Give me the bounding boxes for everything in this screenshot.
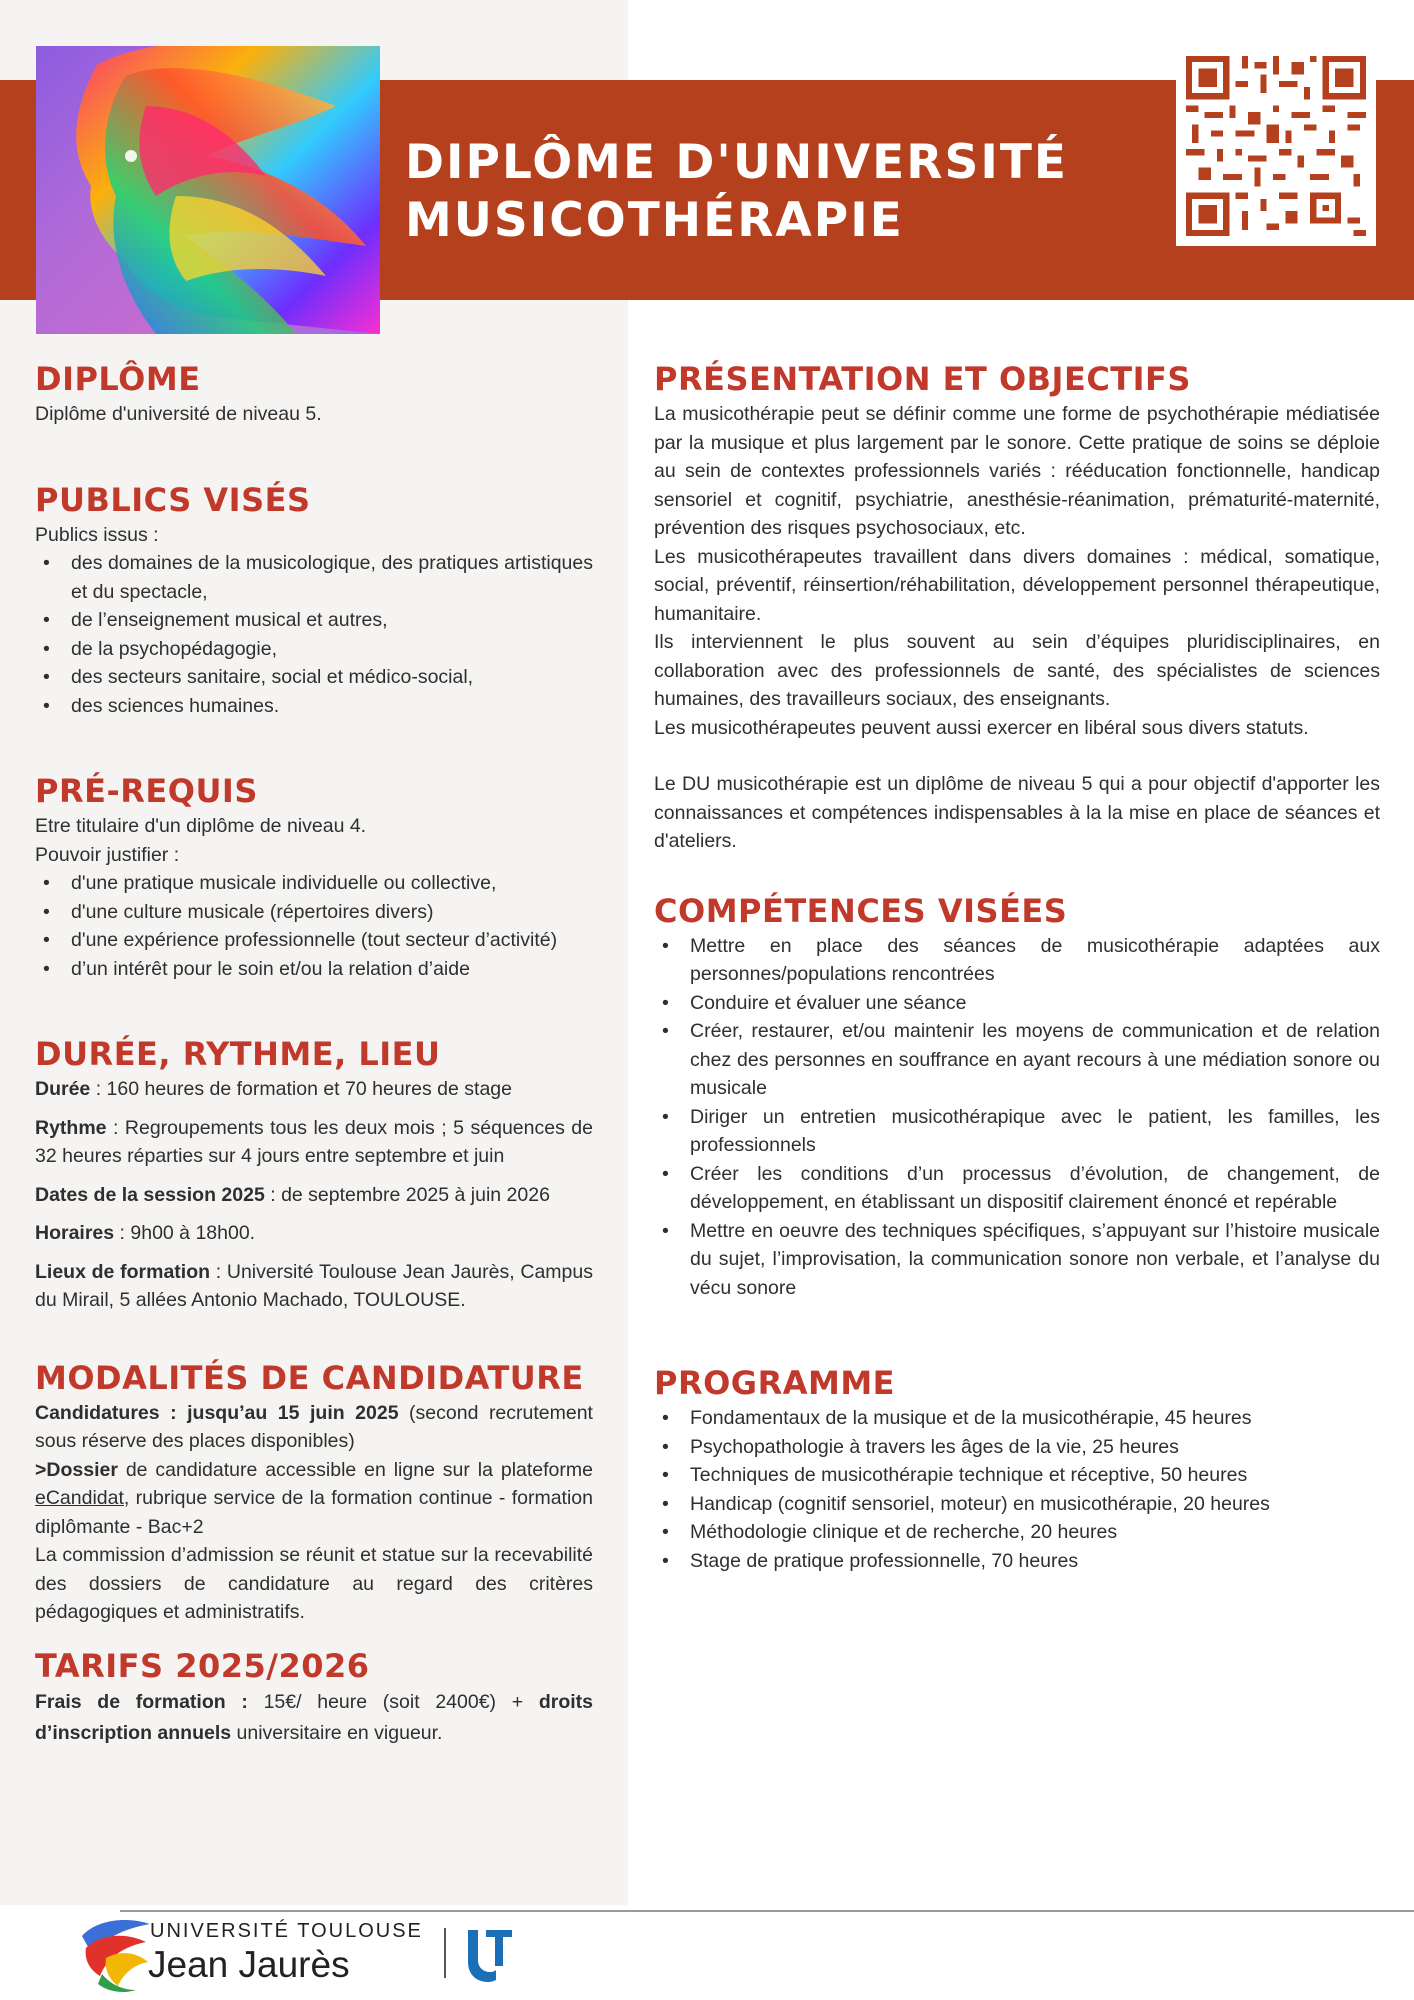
section-diplome — [35, 358, 593, 429]
right-column — [654, 358, 1380, 1575]
title-line-2: MUSICOTHÉRAPIE — [405, 193, 904, 248]
left-column — [35, 358, 593, 1749]
list-item: • Stage de pratique professionnelle, 70 heures — [690, 1547, 1380, 1576]
list-item: • des domaines de la musicologique, des pratiques artistiques et du spectacle, — [71, 549, 593, 606]
list-item: • de la psychopédagogie, — [71, 635, 593, 664]
competences-list — [654, 932, 1380, 1303]
university-name-top: UNIVERSITÉ TOULOUSE — [150, 1920, 423, 1942]
list-item: • Créer, restaurer, et/ou maintenir les moyens de communication et de relation chez des personnes en souffrance en ayant recours à une médiation sonore ou musicale — [690, 1017, 1380, 1103]
section-title-publics: PUBLICS VISÉS — [35, 480, 311, 519]
title-line-1: DIPLÔME D'UNIVERSITÉ — [405, 135, 1068, 190]
section-programme — [654, 1362, 1380, 1575]
qr-code-icon[interactable] — [1176, 46, 1376, 246]
section-duree — [35, 1033, 593, 1315]
duree-label: Durée — [35, 1078, 91, 1100]
section-title-programme: PROGRAMME — [654, 1364, 896, 1402]
section-candidature — [35, 1357, 593, 1627]
lieux-value: : Université Toulouse Jean Jaurès, Campus du Mirail, 5 allées Antonio Machado, TOULOUSE. — [35, 1260, 593, 1311]
list-item: • Méthodologie clinique et de recherche, 20 heures — [690, 1518, 1380, 1547]
candidature-label: Candidatures : jusqu’au 15 juin 2025 — [35, 1401, 399, 1424]
section-title-presentation: PRÉSENTATION ET OBJECTIFS — [654, 360, 1191, 398]
list-item: • Diriger un entretien musicothérapique avec le patient, les familles, les professionnels — [690, 1103, 1380, 1160]
prerequis-line-1: Etre titulaire d'un diplôme de niveau 4. — [35, 815, 367, 837]
presentation-paragraph-1: La musicothérapie peut se définir comme une forme de psychothérapie médiatisée par la musique et plus largement par le sonore. Cette pratique de soins se déploie au sein de contextes professionnels variés : rééducation fonctionnelle, handicap sensoriel et cognitif, psychiatrie, anesthésie-réanimation, prématurité-maternité, prévention des risques psychosociaux, etc. — [654, 403, 1380, 539]
dossier-text-2: , rubrique service de la formation continue - formation diplômante - Bac+2 — [35, 1487, 593, 1538]
presentation-paragraph-5: Le DU musicothérapie est un diplôme de niveau 5 qui a pour objectif d'apporter les connaissances et compétences indispensables à la la mise en place de séances et d'ateliers. — [654, 773, 1380, 852]
section-title-diplome: DIPLÔME — [35, 360, 201, 398]
list-item: • des secteurs sanitaire, social et médico-social, — [71, 663, 593, 692]
section-title-competences: COMPÉTENCES VISÉES — [654, 891, 1068, 930]
section-prerequis — [35, 770, 593, 983]
section-tarifs — [35, 1645, 593, 1749]
presentation-paragraph-3: Ils interviennent le plus souvent au sein d’équipes pluridisciplinaires, en collaboration avec des professionnels de santé, des spécialistes de sciences humaines, des travailleurs sociaux, des enseignants. — [654, 631, 1380, 710]
section-title-tarifs: TARIFS 2025/2026 — [35, 1646, 370, 1685]
rythme-label: Rythme — [35, 1116, 107, 1139]
dates-value: : de septembre 2025 à juin 2026 — [264, 1183, 550, 1206]
list-item: • d'une culture musicale (répertoires divers) — [71, 898, 593, 927]
list-item: • Mettre en place des séances de musicothérapie adaptées aux personnes/populations rencontrées — [690, 932, 1380, 989]
list-item: • d'une expérience professionnelle (tout secteur d’activité) — [71, 926, 593, 955]
diplome-text: Diplôme d'université de niveau 5. — [35, 403, 322, 425]
list-item: • de l’enseignement musical et autres, — [71, 606, 593, 635]
horaires-line — [35, 1219, 593, 1248]
droits-value: universitaire en vigueur. — [231, 1721, 443, 1744]
dossier-label: >Dossier — [35, 1458, 118, 1481]
tarifs-text — [35, 1687, 593, 1749]
dossier-text-1: de candidature accessible en ligne sur la plateforme — [117, 1458, 593, 1481]
page-title — [405, 134, 1068, 250]
list-item: • Mettre en oeuvre des techniques spécifiques, s’appuyant sur l’histoire musicale du sujet, l’improvisation, la communication sonore non verbale, et l’analyse du vécu sonore — [690, 1217, 1380, 1303]
list-item: • Handicap (cognitif sensoriel, moteur) en musicothérapie, 20 heures — [690, 1490, 1380, 1519]
section-title-duree: DURÉE, RYTHME, LIEU — [35, 1035, 441, 1073]
list-item: • Techniques de musicothérapie technique et réceptive, 50 heures — [690, 1461, 1380, 1490]
presentation-paragraph-2: Les musicothérapeutes travaillent dans divers domaines : médical, somatique, social, préventif, réinsertion/réhabilitation, développement personnel thérapeutique, humanitaire. — [654, 545, 1380, 625]
rythme-value: : Regroupements tous les deux mois ; 5 séquences de 32 heures réparties sur 4 jours entre septembre et juin — [35, 1116, 593, 1167]
footer-divider — [120, 1910, 1414, 1912]
frais-label: Frais de formation : — [35, 1690, 248, 1713]
section-title-prerequis: PRÉ-REQUIS — [35, 772, 258, 810]
presentation-paragraph-4: Les musicothérapeutes peuvent aussi exercer en libéral sous divers statuts. — [654, 716, 1309, 739]
list-item: • des sciences humaines. — [71, 692, 593, 721]
dossier-line — [35, 1456, 593, 1542]
frais-value: 15€/ heure (soit 2400€) + — [247, 1690, 539, 1713]
dates-label: Dates de la session 2025 — [35, 1183, 265, 1206]
publics-list — [35, 549, 593, 720]
candidature-value: (second recrutement sous réserve des places disponibles) — [35, 1401, 593, 1452]
lieux-line — [35, 1258, 593, 1315]
prerequis-list — [35, 869, 593, 983]
commission-text: La commission d’admission se réunit et statue sur la recevabilité des dossiers de candidature au regard des critères pédagogiques et administratifs. — [35, 1544, 593, 1623]
section-title-candidature: MODALITÉS DE CANDIDATURE — [35, 1358, 584, 1397]
candidature-deadline — [35, 1399, 593, 1456]
section-publics — [35, 479, 593, 721]
list-item: • Conduire et évaluer une séance — [690, 989, 1380, 1018]
horaires-label: Horaires — [35, 1222, 115, 1244]
rythme-line — [35, 1114, 593, 1171]
dates-line — [35, 1181, 593, 1210]
university-name-bottom: Jean Jaurès — [148, 1944, 350, 1985]
colorful-head-art-image — [36, 46, 380, 334]
horaires-value: : 9h00 à 18h00. — [114, 1222, 256, 1244]
section-competences — [654, 890, 1380, 1303]
list-item: • Créer les conditions d’un processus d’évolution, de changement, de développement, en établissant un dispositif clairement énoncé et repérable — [690, 1160, 1380, 1217]
list-item: • d'une pratique musicale individuelle ou collective, — [71, 869, 593, 898]
duree-line — [35, 1075, 593, 1104]
list-item: • d’un intérêt pour le soin et/ou la relation d’aide — [71, 955, 593, 984]
prerequis-line-2: Pouvoir justifier : — [35, 843, 180, 866]
section-presentation — [654, 358, 1380, 856]
list-item: • Psychopathologie à travers les âges de la vie, 25 heures — [690, 1433, 1380, 1462]
ecandidat-link[interactable]: eCandidat — [35, 1487, 124, 1509]
programme-list — [654, 1404, 1380, 1575]
lieux-label: Lieux de formation — [35, 1260, 211, 1283]
logo-separator — [444, 1928, 446, 1978]
list-item: • Fondamentaux de la musique et de la musicothérapie, 45 heures — [690, 1404, 1380, 1433]
university-logo-icon — [76, 1914, 156, 1994]
university-logo — [76, 1914, 476, 1996]
duree-value: : 160 heures de formation et 70 heures de stage — [90, 1078, 512, 1100]
droits-label: droits d’inscription annuels — [35, 1690, 594, 1744]
ut-monogram-icon — [462, 1926, 514, 1982]
publics-intro: Publics issus : — [35, 523, 159, 546]
